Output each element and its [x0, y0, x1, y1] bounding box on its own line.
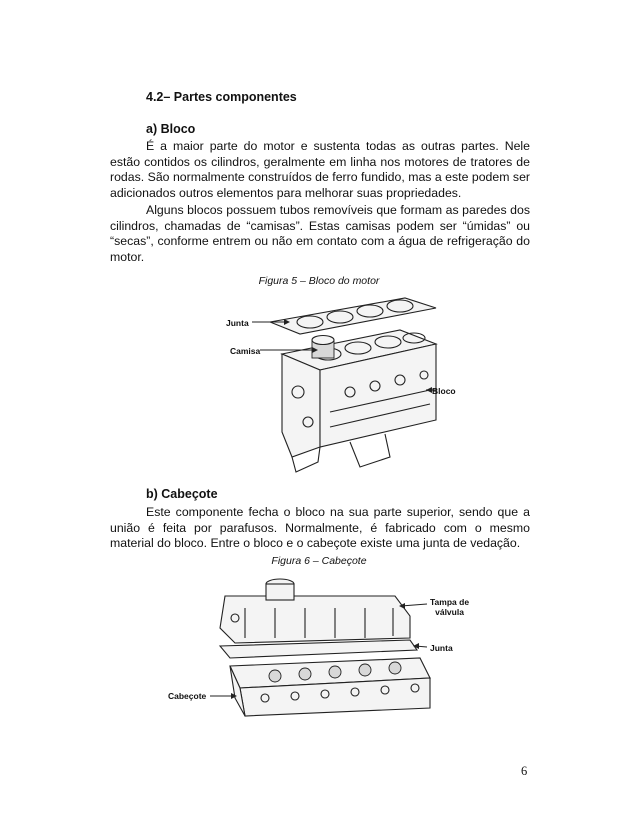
figure-6-caption: Figura 6 – Cabeçote — [271, 555, 367, 567]
cylinder-head-drawing — [230, 658, 430, 716]
label-camisa: Camisa — [230, 346, 261, 356]
label-tampa-line1: Tampa de — [430, 597, 470, 607]
paragraph-bloco-2: Alguns blocos possuem tubos removíveis que formam as paredes dos cilindros, chamadas de “camisas”. Estas camisas podem ser “úmidas” ou “secas”, conforme entrem ou não em contato com a água de refrigeração do motor. — [110, 203, 530, 264]
label-junta-fig6: Junta — [430, 643, 453, 653]
label-junta-fig5: Junta — [226, 318, 249, 328]
gasket-drawing — [270, 298, 436, 334]
cylinder-head-illustration — [165, 568, 465, 728]
figure-5-caption: Figura 5 – Bloco do motor — [258, 275, 380, 287]
label-tampa-valvula — [430, 597, 469, 617]
page-number: 6 — [521, 764, 528, 778]
heading-cabecote: b) Cabeçote — [146, 487, 218, 501]
section-title: 4.2– Partes componentes — [146, 90, 297, 104]
valve-cover-drawing — [220, 579, 410, 643]
label-tampa-line2: válvula — [435, 607, 464, 617]
paragraph-cabecote: Este componente fecha o bloco na sua parte superior, sendo que a união é feita por parafusos. Normalmente, é fabricado com o mesmo material do bloco. Entre o bloco e o cabeçote existe uma junta de vedação. — [110, 505, 530, 551]
heading-bloco: a) Bloco — [146, 122, 196, 136]
label-cabecote: Cabeçote — [168, 691, 207, 701]
label-bloco: Bloco — [432, 386, 456, 396]
paragraph-bloco-1: É a maior parte do motor e sustenta todas as outras partes. Nele estão contidos os cilindros, geralmente em linha nos motores de tratores de rodas. São normalmente construídos de ferro fundido, mas a este podem ser adicionados outros elementos para melhorar suas propriedades. — [110, 139, 530, 200]
liner-drawing — [312, 336, 334, 359]
